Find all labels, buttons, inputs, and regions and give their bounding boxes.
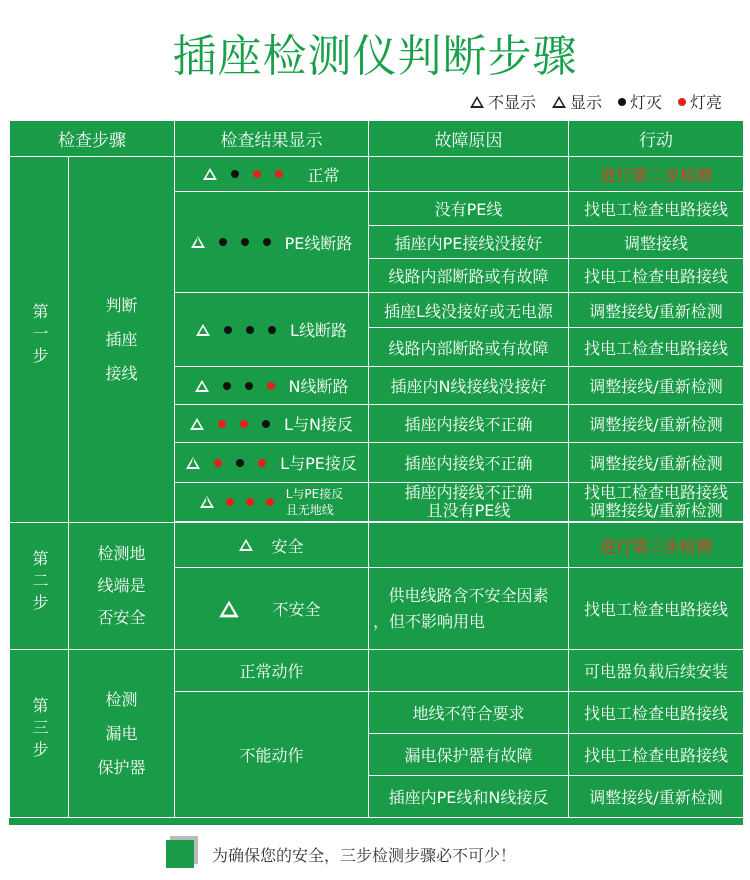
cause-cell (369, 157, 569, 192)
black-dot-icon (219, 238, 227, 246)
steps-table (9, 120, 744, 818)
step-1-item-line: 插座 (105, 329, 138, 349)
red-dot-icon (240, 420, 248, 428)
header-cause: 故障原因 (369, 121, 569, 157)
cause-cell: 线路内部断路或有故障 (369, 328, 569, 367)
triangle-hollow-icon (190, 418, 204, 430)
result-cell (175, 157, 369, 192)
header-result: 检查结果显示 (175, 121, 369, 157)
table-row (10, 650, 744, 692)
result-text: L线断路 (290, 321, 347, 340)
result-cell (175, 192, 369, 293)
cause-cell: 插座内PE接线没接好 (369, 226, 569, 259)
footer-text: 为确保您的安全，三步检测步骤必不可少！ (212, 845, 517, 865)
cause-line: 插座内接线不正确 (404, 483, 533, 502)
table-row (10, 523, 744, 568)
triangle-hollow-icon (196, 324, 210, 336)
legend (470, 90, 722, 113)
red-dot-icon (678, 98, 686, 106)
result-cell (175, 523, 369, 568)
result-text (286, 486, 344, 518)
action-cell: 找电工检查电路接线 (569, 568, 744, 650)
cause-cell: 插座L线没接好或无电源 (369, 293, 569, 328)
black-dot-icon (263, 238, 271, 246)
black-dot-icon (268, 326, 276, 334)
steps-table-panel (9, 120, 743, 825)
black-dot-icon (618, 98, 626, 106)
black-dot-icon (224, 326, 232, 334)
cause-line: ，但不影响用电 (373, 611, 486, 631)
action-cell: 调整接线/重新检测 (569, 776, 744, 818)
action-cell: 调整接线 (569, 226, 744, 259)
step-2-item (69, 523, 175, 650)
black-dot-icon (236, 459, 244, 467)
legend-shown (552, 90, 602, 113)
red-dot-icon (275, 170, 283, 178)
step-2-label: 第二步 (10, 523, 69, 650)
legend-not-shown (470, 90, 536, 113)
red-dot-icon (218, 420, 226, 428)
action-cell (569, 483, 744, 522)
black-dot-icon (231, 170, 239, 178)
result-cell (175, 483, 369, 522)
cause-cell: 线路内部断路或有故障 (369, 259, 569, 293)
step-1-label: 第一步 (10, 157, 69, 523)
table-row (10, 157, 744, 192)
result-cell: 正常动作 (175, 650, 369, 692)
footer-note (166, 840, 516, 868)
red-dot-icon (246, 498, 254, 506)
triangle-hollow-icon (239, 539, 253, 551)
action-cell: 进行第三步检测 (569, 523, 744, 568)
red-dot-icon (258, 459, 266, 467)
triangle-warning-icon (191, 236, 205, 248)
action-cell: 找电工检查电路接线 (569, 692, 744, 734)
triangle-hollow-icon (203, 168, 217, 180)
result-text: 安全 (271, 536, 304, 556)
black-dot-icon (223, 382, 231, 390)
action-cell: 调整接线/重新检测 (569, 293, 744, 328)
cause-cell: 漏电保护器有故障 (369, 734, 569, 776)
result-text: L与N接反 (284, 415, 353, 434)
cause-cell (369, 523, 569, 568)
red-dot-icon (267, 382, 275, 390)
result-cell (175, 568, 369, 650)
triangle-hollow-icon (470, 96, 484, 108)
action-cell: 找电工检查电路接线 (569, 192, 744, 226)
cause-cell: 没有PE线 (369, 192, 569, 226)
red-dot-icon (266, 498, 274, 506)
cause-cell (369, 568, 569, 650)
legend-not-shown-label: 不显示 (487, 93, 536, 112)
header-step: 检查步骤 (10, 121, 175, 157)
legend-off (618, 90, 662, 113)
black-dot-icon (246, 326, 254, 334)
legend-shown-label: 显示 (569, 93, 602, 112)
cause-cell: 地线不符合要求 (369, 692, 569, 734)
action-cell: 进行第二步检测 (569, 157, 744, 192)
result-text: PE线断路 (284, 233, 353, 253)
result-cell (175, 367, 369, 405)
triangle-warning-icon (186, 457, 200, 469)
black-dot-icon (262, 420, 270, 428)
triangle-warning-icon (200, 496, 214, 508)
action-line: 找电工检查电路接线 (583, 483, 728, 502)
triangle-hollow-icon (220, 600, 240, 617)
table-header-row (10, 121, 744, 157)
red-dot-icon (214, 459, 222, 467)
cause-cell (369, 650, 569, 692)
action-cell: 调整接线/重新检测 (569, 443, 744, 483)
step-3-item-line: 保护器 (97, 757, 146, 777)
action-cell: 找电工检查电路接线 (569, 328, 744, 367)
result-cell: 不能动作 (175, 692, 369, 818)
cause-line: 且没有PE线 (426, 501, 511, 520)
red-dot-icon (253, 170, 261, 178)
action-line: 调整接线/重新检测 (589, 501, 723, 520)
red-dot-icon (226, 498, 234, 506)
result-text: L与PE接反 (280, 454, 357, 473)
result-text: N线断路 (288, 377, 349, 396)
result-line: 且无地线 (285, 503, 334, 517)
result-cell (175, 443, 369, 483)
cause-cell: 插座内N线接线没接好 (369, 367, 569, 405)
cause-cell (369, 483, 569, 522)
step-3-item-line: 漏电 (105, 723, 138, 743)
green-square-icon (166, 840, 194, 868)
triangle-warning-icon (552, 96, 566, 108)
header-action: 行动 (569, 121, 744, 157)
result-line: L与PE接反 (285, 487, 344, 501)
cause-cell: 插座内PE线和N线接反 (369, 776, 569, 818)
step-3-item (69, 650, 175, 818)
result-cell (175, 293, 369, 367)
action-cell: 调整接线/重新检测 (569, 367, 744, 405)
step-2-item-line: 检测地 (97, 544, 146, 563)
legend-off-label: 灯灭 (629, 93, 662, 112)
black-dot-icon (245, 382, 253, 390)
step-1-item-line: 判断 (105, 295, 138, 315)
legend-on (678, 90, 722, 113)
action-cell: 可电器负载后续安装 (569, 650, 744, 692)
step-2-item-line: 线端是 (97, 576, 146, 595)
black-dot-icon (241, 238, 249, 246)
cause-line: 供电线路含不安全因素 (388, 585, 549, 605)
result-text: 不安全 (272, 600, 321, 619)
step-3-label: 第三步 (10, 650, 69, 818)
step-3-item-line: 检测 (105, 689, 138, 709)
action-cell: 找电工检查电路接线 (569, 259, 744, 293)
action-cell: 调整接线/重新检测 (569, 405, 744, 443)
triangle-hollow-icon (195, 380, 209, 392)
step-1-item (69, 157, 175, 523)
action-cell: 找电工检查电路接线 (569, 734, 744, 776)
step-2-item-line: 否安全 (97, 608, 146, 627)
cause-cell: 插座内接线不正确 (369, 405, 569, 443)
step-1-item-line: 接线 (105, 363, 138, 383)
page-title: 插座检测仪判断步骤 (172, 31, 578, 82)
result-cell (175, 405, 369, 443)
result-text: 正常 (307, 165, 340, 185)
cause-cell: 插座内接线不正确 (369, 443, 569, 483)
legend-on-label: 灯亮 (689, 93, 722, 112)
